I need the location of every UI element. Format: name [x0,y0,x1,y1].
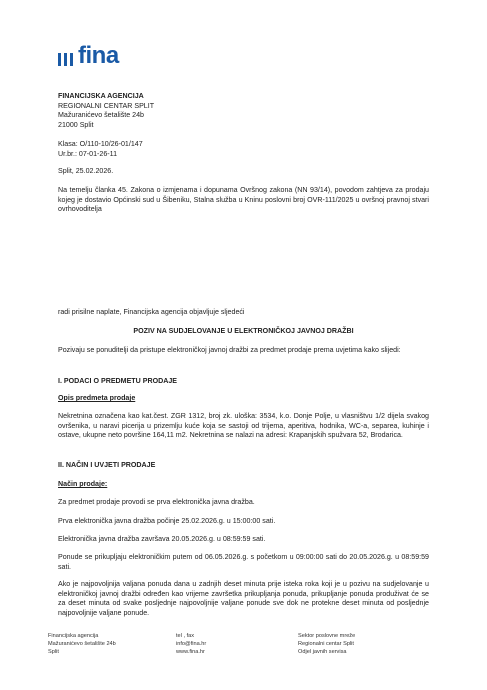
footer-col-3-line: Sektor poslovne mreže [298,633,356,639]
footer-col-1-line: Mažuranićevo šetalište 24b [48,641,116,648]
urbr: Ur.br.: 07-01-26-11 [58,149,118,158]
reference-block [58,140,429,159]
sender-line-3: Mažuranićevo šetalište 24b [58,111,144,120]
section-2-paragraph-2: Prva elektronička javna dražba počinje 25.02.2026.g. u 15:00:00 sati. [58,517,276,525]
footer-col-1-line: Split [48,649,59,656]
footer-col-1 [48,632,116,657]
footer-col-2 [176,632,206,657]
sender-line-1: FINANCIJSKA AGENCIJA [58,92,144,100]
section-2-subheading: Način prodaje: [58,480,108,488]
invite-paragraph: Pozivaju se ponuditelji da pristupe elektroničkoj javnoj dražbi za predmet prodaje prema uvjetima kako slijedi: [58,346,401,354]
sender-line-2: REGIONALNI CENTAR SPLIT [58,101,155,110]
section-2-heading: II. NAČIN I UVJETI PRODAJE [58,461,156,469]
section-1-heading: I. PODACI O PREDMETU PRODAJE [58,377,178,385]
intro-paragraph: Na temelju članka 45. Zakona o izmjenama i dopunama Ovršnog zakona (NN 93/14), povodom zahtjeva za prodaju kojeg je dostavio Općinski sud u Šibeniku, Stalna služba u Kninu poslovni broj OVR-111/2025 u ovršnoj pravnoj stvari ovrhovoditelja [58,186,429,214]
logo-bars-icon [58,53,73,66]
sender-address [58,92,429,130]
klasa: Klasa: O/110-10/26-01/147 [58,140,143,148]
footer-col-3-line: Odjel javnih servisa [298,649,347,656]
announce-line: radi prisilne naplate, Financijska agencija objavljuje sljedeći [58,308,245,316]
sender-line-4: 21000 Split [58,120,94,129]
section-2-paragraph-5: Ako je najpovoljnija valjana ponuda dana u zadnjih deset minuta prije isteka roka koji je u pozivu na sudjelovanje u elektroničkoj javnoj dražbi određen kao vrijeme završetka prikupljanja ponuda, prikupljanje ponuda produživat će se za deset minuta od svake posljednje najpovoljnije valjane ponude sve dok ne protekne deset minuta od posljednje najpovoljnije valjane ponude. [58,580,429,617]
section-2-paragraph-3: Elektronička javna dražba završava 20.05.2026.g. u 08:59:59 sati. [58,535,266,543]
footer-col-3-line: Regionalni centar Split [298,641,354,648]
footer-col-2-line: tel , fax [176,633,195,639]
footer-col-3 [298,632,355,657]
fina-logo [58,44,119,68]
document-date: Split, 25.02.2026. [58,167,114,175]
logo-text: fina [78,42,119,69]
document-title: POZIV NA SUDJELOVANJE U ELEKTRONIČKOJ JAVNOJ DRAŽBI [133,327,354,335]
section-1-subheading: Opis predmeta prodaje [58,394,136,402]
section-1-text: Nekretnina označena kao kat.čest. ZGR 1312, broj zk. uloška: 3534, k.o. Donje Polje, u vlasništvu 1/2 dijela svakog ovršenika, u naravi picerija u prizemlju kuće koja se sastoji od trijema, aperitiva, hodnika, WC-a, separea, kuhinje i ostave, ukupne neto površine 164,11 m2. Nekretnina se nalazi na adresi: Krapanjskih spužvara 52, Brodarica. [58,412,429,440]
section-2-paragraph-4: Ponude se prikupljaju elektroničkim putem od 06.05.2026.g. s početkom u 09:00:00 sati do 20.05.2026.g. u 08:59:59 sati. [58,553,429,571]
footer-email-link[interactable]: info@fina.hr [176,641,207,648]
footer-web-link[interactable]: www.fina.hr [176,649,205,656]
footer-col-1-line: Financijska agencija [48,633,99,639]
section-2-paragraph-1: Za predmet prodaje provodi se prva elektronička javna dražba. [58,498,255,506]
